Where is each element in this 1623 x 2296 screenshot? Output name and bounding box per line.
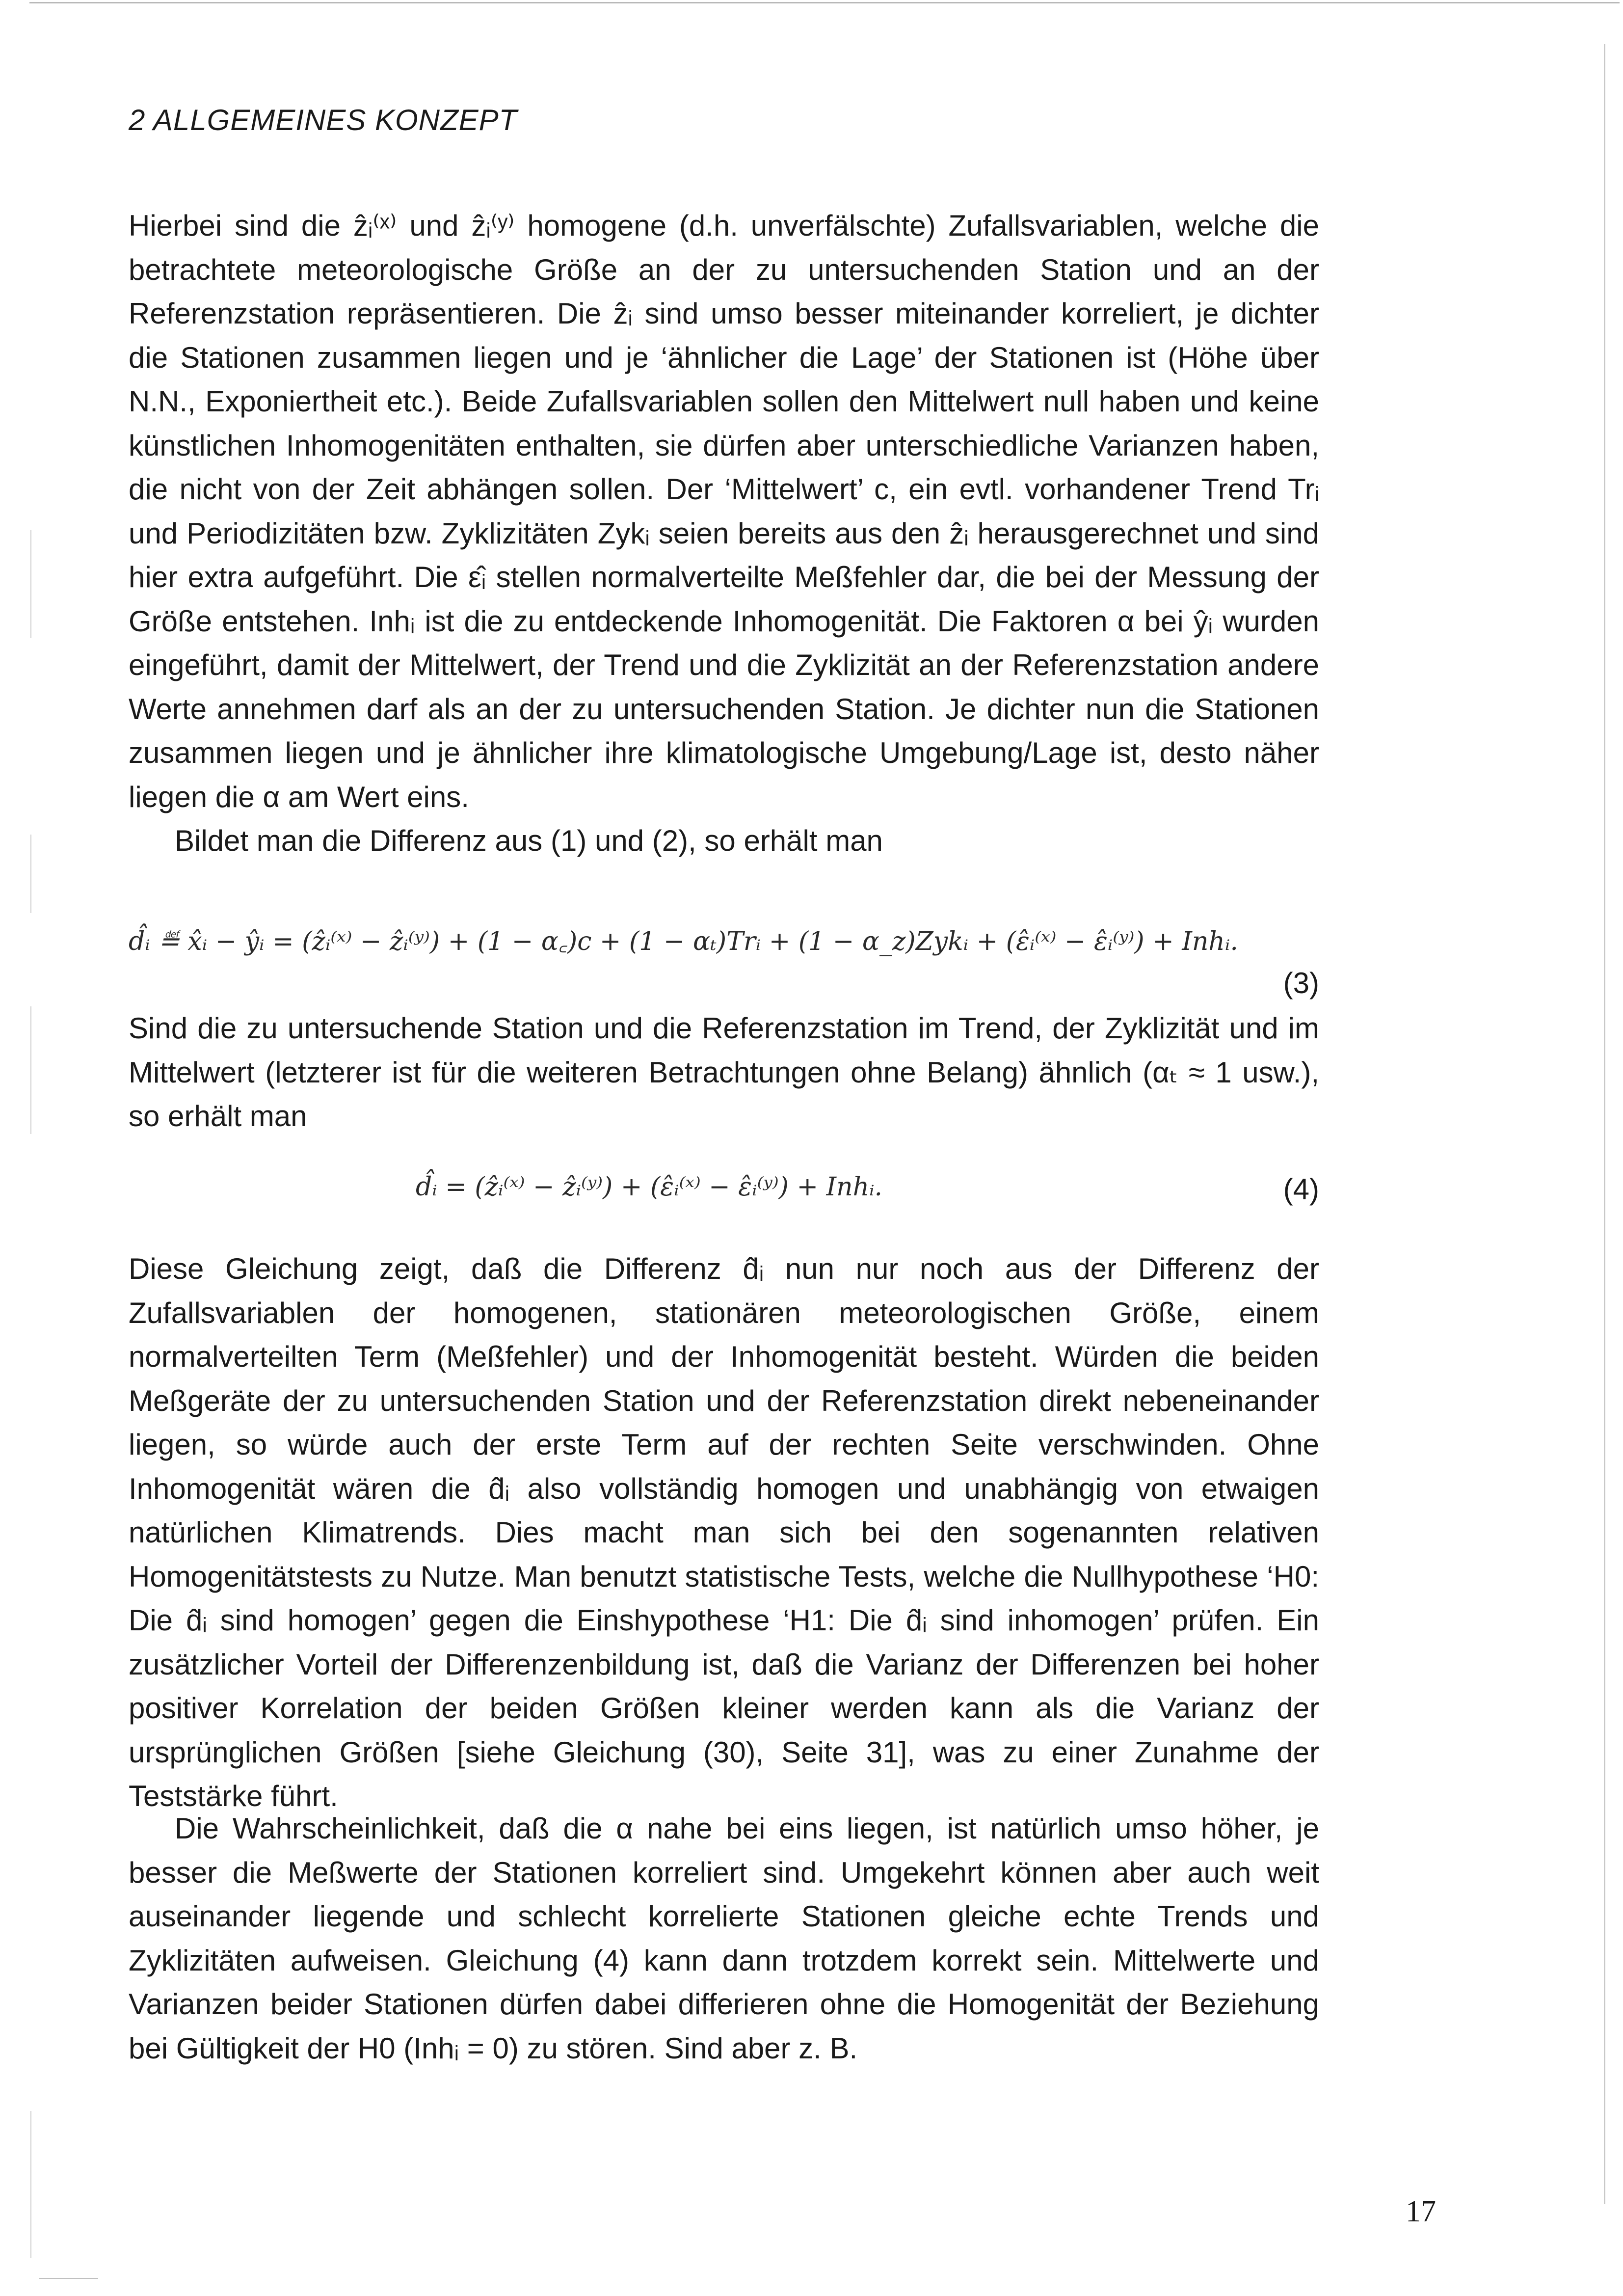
paragraph-text: Sind die zu untersuchende Station und die Referenzstation im Trend, der Zyklizität und im Mittelwert (letzterer ist für die weiteren Betrachtungen ohne Belang) ähnlich (αₜ ≈ 1 usw.), so erhält man — [129, 1012, 1319, 1133]
equation-4-number: (4) — [1283, 1173, 1319, 1206]
right-scan-edge — [1604, 44, 1605, 2204]
equation-4 — [129, 1172, 1319, 1206]
left-scan-mark — [30, 1006, 31, 1134]
paragraph-1 — [129, 204, 1319, 863]
top-scan-edge — [29, 2, 1620, 3]
equation-3-formula: d̂ᵢ ≝ x̂ᵢ − ŷᵢ = (ẑᵢ⁽ˣ⁾ − ẑᵢ⁽ʸ⁾) + (1 − α꜀)c + (1 − αₜ)Trᵢ + (1 − α_z)Zykᵢ + (ε̂ᵢ⁽ˣ⁾ − ε̂ᵢ⁽ʸ⁾) + Inhᵢ. — [129, 927, 1238, 956]
paragraph-4 — [129, 1807, 1319, 2070]
equation-3 — [129, 923, 1319, 999]
paragraph-text: Die Wahrscheinlichkeit, daß die α nahe bei eins liegen, ist natürlich umso höher, je besser die Meßwerte der Stationen korreliert sind. Umgekehrt können aber auch weit auseinander liegende und schlecht korrelierte Stationen gleiche echte Trends und Zyklizitäten aufweisen. Gleichung (4) kann dann trotzdem korrekt sein. Mittelwerte und Varianzen beider Stationen dürfen dabei differieren ohne die Homogenität der Beziehung bei Gültigkeit der H0 (Inhᵢ = 0) zu stören. Sind aber z. B. — [129, 1812, 1319, 2065]
left-scan-mark — [30, 835, 31, 913]
page-number: 17 — [1406, 2195, 1436, 2228]
left-scan-mark — [30, 2111, 31, 2258]
equation-3-number: (3) — [1283, 967, 1319, 999]
paragraph-text: Bildet man die Differenz aus (1) und (2), so erhält man — [175, 824, 883, 857]
equation-4-formula: d̂ᵢ = (ẑᵢ⁽ˣ⁾ − ẑᵢ⁽ʸ⁾) + (ε̂ᵢ⁽ˣ⁾ − ε̂ᵢ⁽ʸ⁾) + Inhᵢ. — [416, 1172, 883, 1202]
paragraph-2 — [129, 1006, 1319, 1138]
paragraph-text: Hierbei sind die ẑᵢ⁽ˣ⁾ und ẑᵢ⁽ʸ⁾ homogene (d.h. unverfälschte) Zufallsvariablen, welche die betrachtete meteorologische Größe an der zu untersuchenden Station und an der Referenzstation repräsentieren. Die ẑᵢ sind umso besser miteinander korreliert, je dichter die Stationen zusammen liegen und je ‘ähnlicher die Lage’ der Stationen ist (Höhe über N.N., Exponiertheit etc.). Beide Zufallsvariablen sollen den Mittelwert null haben und keine künstlichen Inhomogenitäten enthalten, sie dürfen aber unterschiedliche Varianzen haben, die nicht von der Zeit abhängen sollen. Der ‘Mittelwert’ c, ein evtl. vorhandener Trend Trᵢ und Periodizitäten bzw. Zyklizitäten Zykᵢ seien bereits aus den ẑᵢ herausgerechnet und sind hier extra aufgeführt. Die ε̂ᵢ stellen normalverteilte Meßfehler dar, die bei der Messung der Größe entstehen. Inhᵢ ist die zu entdeckende Inhomogenität. Die Faktoren α bei ŷᵢ wurden eingeführt, damit der Mittelwert, der Trend und die Zyklizität an der Referenzstation andere Werte annehmen darf als an der zu untersuchenden Station. Je dichter nun die Stationen zusammen liegen und je ähnlicher ihre klimatologische Umgebung/Lage ist, desto näher liegen die α am Wert eins. — [129, 209, 1319, 813]
paragraph-3 — [129, 1247, 1319, 1818]
bottom-scan-edge — [39, 2278, 98, 2279]
left-scan-mark — [30, 530, 31, 638]
paragraph-text: Diese Gleichung zeigt, daß die Differenz d̂ᵢ nun nur noch aus der Differenz der Zufallsvariablen der homogenen, stationären meteorologischen Größe, einem normalverteilten Term (Meßfehler) und der Inhomogenität besteht. Würden die beiden Meßgeräte der zu untersuchenden Station und der Referenzstation direkt nebeneinander liegen, so würde auch der erste Term auf der rechten Seite verschwinden. Ohne Inhomogenität wären die d̂ᵢ also vollständig homogen und unabhängig von etwaigen natürlichen Klimatrends. Dies macht man sich bei den sogenannten relativen Homogenitätstests zu Nutze. Man benutzt statistische Tests, welche die Nullhypothese ‘H0: Die d̂ᵢ sind homogen’ gegen die Einshypothese ‘H1: Die d̂ᵢ sind inhomogen’ prüfen. Ein zusätzlicher Vorteil der Differenzenbildung ist, daß die Varianz der Differenzen bei hoher positiver Korrelation der beiden Größen kleiner werden kann als die Varianz der ursprünglichen Größen [siehe Gleichung (30), Seite 31], was zu einer Zunahme der Teststärke führt. — [129, 1252, 1319, 1812]
running-header: 2 ALLGEMEINES KONZEPT — [129, 104, 518, 136]
